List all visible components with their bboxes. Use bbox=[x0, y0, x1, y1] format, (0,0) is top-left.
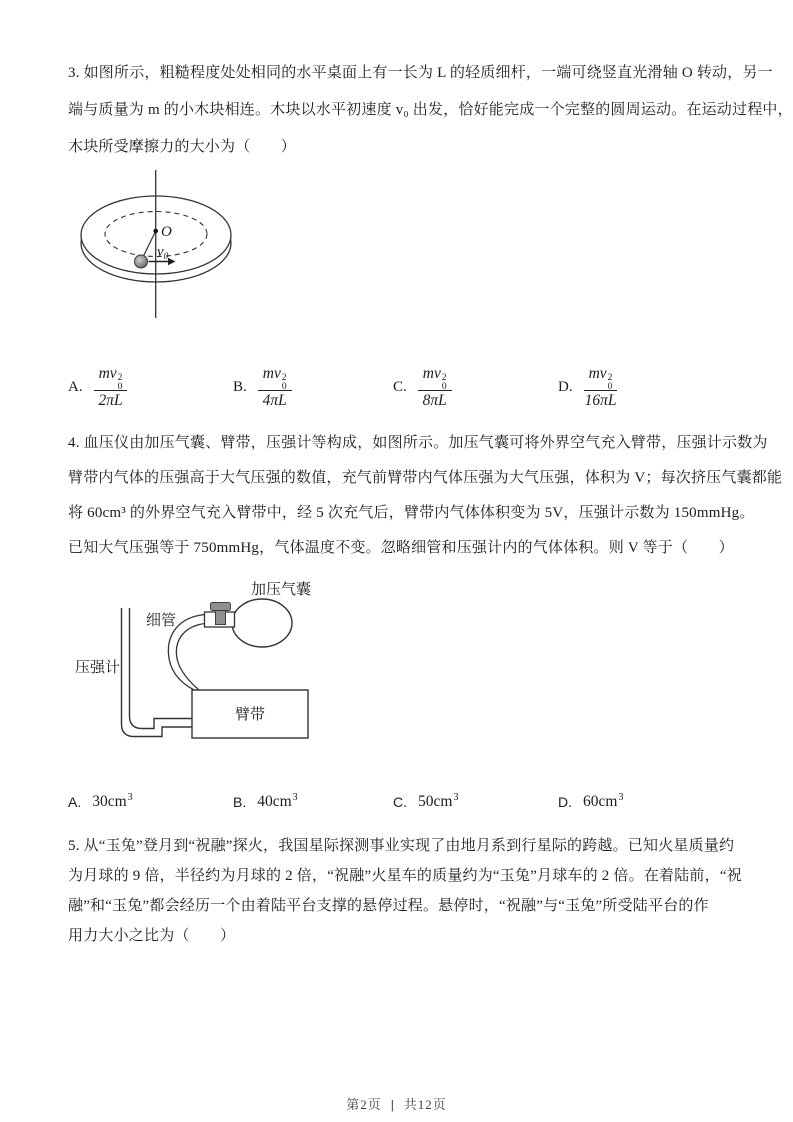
q3-option-b-label: B. bbox=[233, 378, 247, 395]
q3-option-a-fraction: mv 2 0 2πL bbox=[94, 365, 128, 410]
q4-option-b-value: $40cm^3$ bbox=[257, 792, 298, 810]
bulb-label: 加压气囊 bbox=[251, 582, 312, 598]
q5-line-4: 用力大小之比为（ ） bbox=[68, 928, 236, 944]
question-4-text bbox=[68, 426, 783, 566]
q3-option-b bbox=[233, 365, 292, 410]
q4-option-c-value: $50cm^3$ bbox=[418, 792, 459, 810]
q3-option-a bbox=[68, 365, 127, 410]
tube-label: 细管 bbox=[146, 613, 177, 629]
q3-line-1: 3. 如图所示，粗糙程度处处相同的水平桌面上有一长为 L 的轻质细杆，一端可绕竖直光滑轴 O 转动，另一 bbox=[68, 65, 773, 81]
q4-option-b bbox=[233, 792, 298, 811]
q5-line-3: 融”和“玉兔”都会经历一个由着陆平台支撑的悬停过程。悬停时，“祝融”与“玉兔”所受陆平台的作 bbox=[68, 898, 709, 914]
q3-disk-figure bbox=[70, 166, 250, 341]
pivot-point bbox=[153, 229, 158, 234]
q4-option-a bbox=[68, 792, 133, 811]
cuff-label: 臂带 bbox=[234, 707, 266, 723]
footer-page-number: 第2页 bbox=[346, 1097, 382, 1112]
q4-option-c bbox=[393, 792, 458, 811]
q4-option-d bbox=[558, 792, 623, 811]
valve-cap bbox=[211, 603, 231, 611]
q4-option-a-label: A. bbox=[68, 793, 82, 810]
page-footer bbox=[0, 1094, 793, 1113]
question-5-text bbox=[68, 831, 744, 951]
wood-block bbox=[135, 255, 148, 268]
q4-line-1: 4. 血压仪由加压气囊、臂带，压强计等构成，如图所示。加压气囊可将外界空气充入臂带，压强计示数为 bbox=[68, 435, 768, 451]
q3-options-row bbox=[0, 365, 793, 419]
q3-line-3: 木块所受摩擦力的大小为（ ） bbox=[68, 139, 297, 155]
q3-option-d-fraction: mv 2 0 16πL bbox=[584, 365, 617, 409]
pressure-bulb bbox=[232, 599, 292, 647]
q3-option-d bbox=[558, 365, 617, 410]
q3-option-c-fraction: mv 2 0 8πL bbox=[418, 365, 452, 410]
axis-point-label: O bbox=[161, 224, 172, 240]
q4-options-row bbox=[0, 792, 793, 820]
q4-blood-pressure-figure bbox=[58, 578, 378, 751]
q5-line-2: 为月球的 9 倍，半径约为月球的 2 倍，“祝融”火星车的质量约为“玉兔”月球车的 2 倍。在着陆前，“祝 bbox=[68, 868, 742, 884]
question-3-text bbox=[68, 55, 793, 166]
valve-stem bbox=[216, 611, 226, 625]
q5-line-1: 5. 从“玉兔”登月到“祝融”探火，我国星际探测事业实现了由地月系到行星际的跨越。已知火星质量约 bbox=[68, 838, 735, 854]
q3-option-c bbox=[393, 365, 452, 410]
q3-option-b-fraction: mv 2 0 4πL bbox=[258, 365, 292, 410]
q4-option-d-label: D. bbox=[558, 793, 572, 810]
q3-option-a-label: A. bbox=[68, 378, 83, 395]
q4-option-c-label: C. bbox=[393, 793, 407, 810]
footer-separator: | bbox=[390, 1097, 395, 1112]
gauge-label: 压强计 bbox=[75, 660, 121, 676]
velocity-label: $v_0$ bbox=[157, 244, 169, 262]
q3-option-c-label: C. bbox=[393, 378, 407, 395]
footer-total-pages: 共12页 bbox=[403, 1097, 447, 1112]
q4-option-a-value: $30cm^3$ bbox=[92, 792, 133, 810]
q4-line-4: 已知大气压强等于 750mmHg，气体温度不变。忽略细管和压强计内的气体体积。则 V 等于（ ） bbox=[68, 540, 734, 556]
q4-option-d-value: $60cm^3$ bbox=[583, 792, 624, 810]
q3-line-2: 端与质量为 m 的小木块相连。木块以水平初速度 v₀ 出发，恰好能完成一个完整的圆周运动。在运动过程中， bbox=[68, 102, 793, 118]
q4-line-2: 臂带内气体的压强高于大气压强的数值，充气前臂带内气体压强为大气压强，体积为 V；每次挤压气囊都能 bbox=[68, 470, 783, 486]
q3-option-d-label: D. bbox=[558, 378, 573, 395]
q4-option-b-label: B. bbox=[233, 793, 247, 810]
q4-line-3: 将 60cm³ 的外界空气充入臂带中，经 5 次充气后，臂带内气体体积变为 5V，压强计示数为 150mmHg。 bbox=[68, 505, 755, 521]
